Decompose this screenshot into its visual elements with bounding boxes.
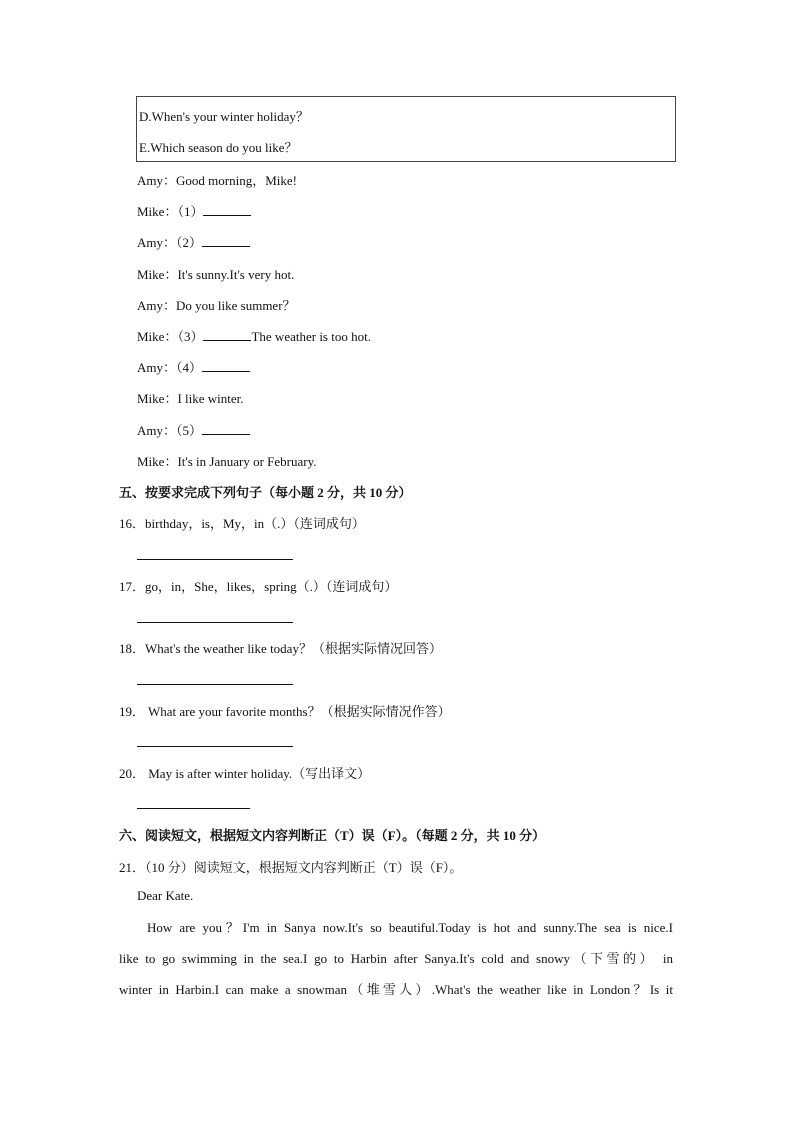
question-16: 16．birthday，is，My，in（.）（连词成句） <box>119 516 365 531</box>
dialogue-line <box>137 170 297 189</box>
answer-line-18[interactable] <box>137 684 293 685</box>
speaker-label: Mike： <box>137 204 178 220</box>
dialogue-line <box>137 388 244 407</box>
speaker-label: Amy： <box>137 422 177 438</box>
dialogue-line <box>137 201 251 220</box>
passage-line-1: How are you？I'm in Sanya now.It's so beautiful.Today is hot and sunny.The sea is nice.I <box>147 920 673 935</box>
section-6-heading: 六、阅读短文，根据短文内容判断正（T）误（F）。（每题 2 分，共 10 分） <box>119 828 546 843</box>
dialogue-text: （1） <box>177 204 204 220</box>
dialogue-line <box>137 326 371 345</box>
speaker-label: Mike： <box>137 453 178 469</box>
passage-line-3: winter in Harbin.I can make a snowman（堆雪人）.What's the weather like in London？Is it <box>119 982 673 997</box>
dialogue-text-after: The weather is too hot. <box>251 329 371 344</box>
dialogue-line <box>137 451 317 470</box>
speaker-label: Mike： <box>137 329 178 344</box>
question-19: 19． What are your favorite months？（根据实际情况作答） <box>119 704 451 719</box>
section-5-heading: 五、按要求完成下列句子（每小题 2 分，共 10 分） <box>119 485 412 500</box>
dialogue-text: （2） <box>176 235 203 251</box>
dialogue-text: I like winter. <box>177 391 244 407</box>
fill-in-blank[interactable] <box>202 422 250 435</box>
speaker-label: Amy： <box>137 173 177 188</box>
dialogue-text: （5） <box>176 422 203 438</box>
speaker-label: Mike： <box>137 266 178 282</box>
question-20: 20． May is after winter holiday.（写出译文） <box>119 766 371 781</box>
fill-in-blank[interactable] <box>202 359 250 372</box>
dialogue-line <box>137 357 250 376</box>
fill-in-blank[interactable] <box>202 234 250 247</box>
option-d: D.When's your winter holiday？ <box>139 109 309 124</box>
question-21: 21．（10 分）阅读短文，根据短文内容判断正（T）误（F）。 <box>119 860 463 875</box>
answer-line-19[interactable] <box>137 746 293 747</box>
option-e: E.Which season do you like？ <box>139 140 298 155</box>
dialogue-line <box>137 232 250 251</box>
speaker-label: Amy： <box>137 297 177 313</box>
dialogue-text: It's in January or February. <box>177 453 317 469</box>
speaker-label: Amy： <box>137 235 177 251</box>
dialogue-text: Do you like summer？ <box>176 297 296 313</box>
passage-line-2: like to go swimming in the sea.I go to Harbin after Sanya.It's cold and snowy（下雪的） in <box>119 951 673 966</box>
question-18: 18．What's the weather like today？（根据实际情况回答） <box>119 641 442 656</box>
speaker-label: Mike： <box>137 391 178 407</box>
dialogue-text: It's sunny.It's very hot. <box>177 266 295 282</box>
dialogue-line <box>137 295 296 314</box>
answer-line-16[interactable] <box>137 559 293 560</box>
answer-line-20[interactable] <box>137 808 250 809</box>
answer-line-17[interactable] <box>137 622 293 623</box>
dialogue-text: （4） <box>176 360 203 376</box>
fill-in-blank[interactable] <box>203 328 251 341</box>
dialogue-text: Good morning，Mike! <box>176 173 297 188</box>
fill-in-blank[interactable] <box>203 203 251 216</box>
dialogue-line <box>137 420 250 439</box>
letter-salutation: Dear Kate. <box>137 888 194 903</box>
question-17: 17．go，in，She，likes，spring（.）（连词成句） <box>119 579 398 594</box>
dialogue-text: （3） <box>177 329 204 344</box>
dialogue-line <box>137 264 294 283</box>
speaker-label: Amy： <box>137 360 177 376</box>
